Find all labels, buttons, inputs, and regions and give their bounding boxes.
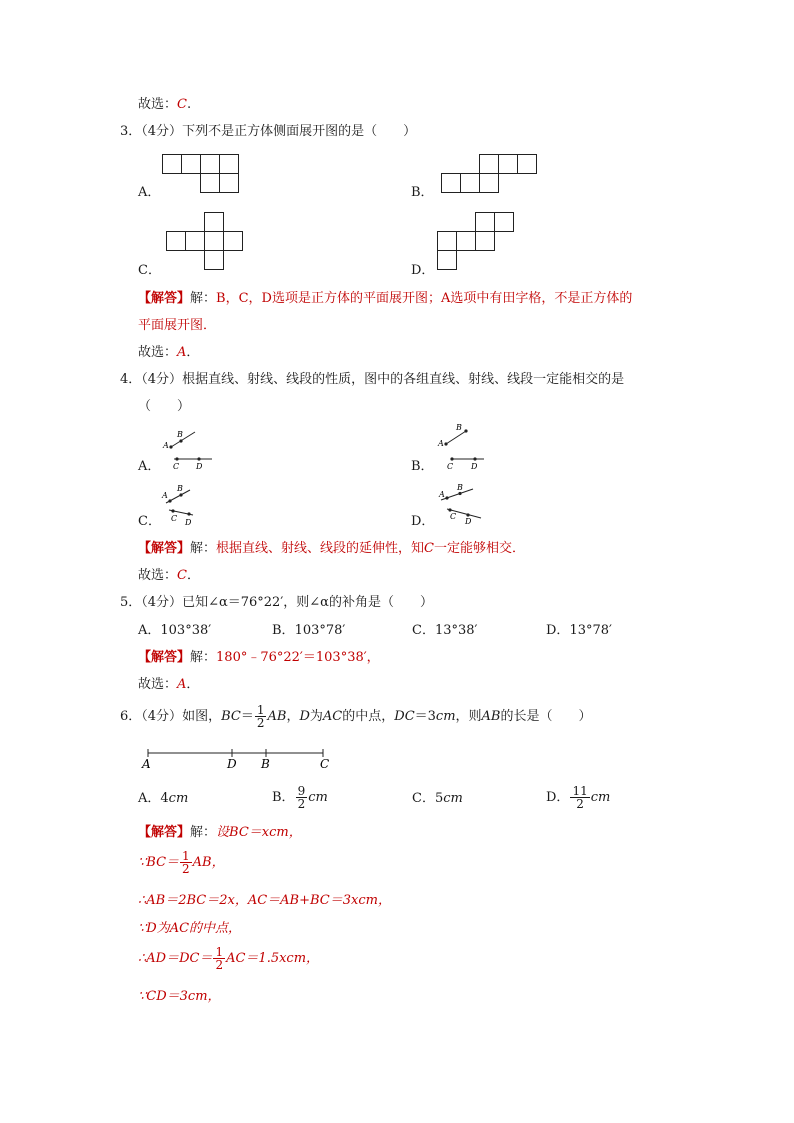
q6-stem: 6．（4分）如图，BC＝ $\frac{1}{2}$ AB，D为AC的中点，DC＝3cm，则AB的长是（ ） <box>120 703 592 730</box>
q6-solution-line1: 【解答】解：设BC＝xcm， <box>138 825 302 840</box>
q4-figure-c <box>161 482 217 528</box>
q3-option-b-label: B． <box>411 185 434 200</box>
point-label-b: B <box>177 484 183 493</box>
point-label-b: B <box>177 430 183 439</box>
point-label-d: D <box>465 517 472 526</box>
q2-answer-line: 故选：C. <box>138 97 192 112</box>
q4-stem: 4．（4分）根据直线、射线、线段的性质，图中的各组直线、射线、线段一定能相交的是 <box>120 372 625 387</box>
point-label-d: D <box>471 462 478 471</box>
point-label-c: C <box>447 462 454 471</box>
q5-stem: 5．（4分）已知∠α＝76°22′，则∠α的补角是（ ） <box>120 595 433 610</box>
q4-stem-paren: （ ） <box>138 399 191 414</box>
q6-solution-line3: ∴AB＝2BC＝2x，AC＝AB+BC＝3xcm， <box>138 893 391 908</box>
point-label-a: A <box>162 491 168 500</box>
fraction-one-half: $\frac{1}{2}$ <box>256 703 265 730</box>
point-label-b: B <box>261 757 270 771</box>
q6-option-d: D． $\frac{11}{2}$ cm <box>546 784 611 811</box>
q6-option-b: B． $\frac{9}{2}$ cm <box>272 784 328 811</box>
q5-option-a: A．103°38′ <box>138 623 212 638</box>
q4-answer-line: 故选：C． <box>138 568 200 583</box>
point-label-c: C <box>320 757 330 771</box>
q5-solution-line: 【解答】解：180°﹣76°22′＝103°38′， <box>138 650 380 665</box>
q3-answer-line: 故选：A． <box>138 345 200 360</box>
q5-option-c: C．13°38′ <box>412 623 478 638</box>
q5-answer-line: 故选：A． <box>138 677 200 692</box>
point-label-c: C <box>450 512 457 521</box>
q4-option-a-label: A． <box>138 459 161 474</box>
q4-option-d-label: D． <box>411 514 435 529</box>
q6-solution-line6: ∵CD＝3cm， <box>138 989 221 1004</box>
q3-net-d-figure <box>437 212 517 272</box>
point-label-a: A <box>163 441 169 450</box>
q6-solution-line4: ∵D为AC的中点， <box>138 921 242 936</box>
q4-figure-a <box>162 424 218 470</box>
point-label-a: A <box>142 757 151 771</box>
q3-net-a-figure <box>162 154 242 194</box>
q4-option-c-label: C． <box>138 514 161 529</box>
q3-stem: 3．（4分）下列不是正方体侧面展开图的是（ ） <box>120 124 417 139</box>
q3-option-d-label: D． <box>411 263 435 278</box>
point-label-a: A <box>439 490 445 499</box>
q6-solution-line2: ∵BC＝ $\frac{1}{2}$ AB， <box>138 849 225 876</box>
q6-option-a: A．4cm <box>138 791 189 806</box>
point-label-a: A <box>438 439 444 448</box>
point-label-b: B <box>457 483 463 492</box>
q3-option-a-label: A． <box>138 185 161 200</box>
q3-net-b-figure <box>441 154 541 194</box>
q4-figure-b <box>436 422 492 470</box>
q6-solution-line5: ∴AD＝DC＝ $\frac{1}{2}$ AC＝1.5xcm， <box>138 945 320 972</box>
q3-option-c-label: C． <box>138 263 161 278</box>
point-label-d: D <box>227 757 237 771</box>
point-label-d: D <box>196 462 203 471</box>
point-label-b: B <box>456 423 462 432</box>
q4-solution-line: 【解答】解：根据直线、射线、线段的延伸性，知C一定能够相交． <box>138 541 526 556</box>
point-label-c: C <box>173 462 180 471</box>
q3-net-c-figure <box>166 212 246 272</box>
q6-option-c: C．5cm <box>412 791 463 806</box>
q4-figure-d <box>437 482 493 528</box>
q5-option-d: D．13°78′ <box>546 623 612 638</box>
q3-solution-line2: 平面展开图． <box>138 318 217 333</box>
point-label-d: D <box>185 518 192 527</box>
q5-option-b: B．103°78′ <box>272 623 346 638</box>
q6-segment-figure <box>140 744 340 774</box>
q4-option-b-label: B． <box>411 459 434 474</box>
q3-solution-line1: 【解答】解：B，C，D选项是正方体的平面展开图；A选项中有田字格，不是正方体的 <box>138 291 633 306</box>
point-label-c: C <box>171 514 178 523</box>
